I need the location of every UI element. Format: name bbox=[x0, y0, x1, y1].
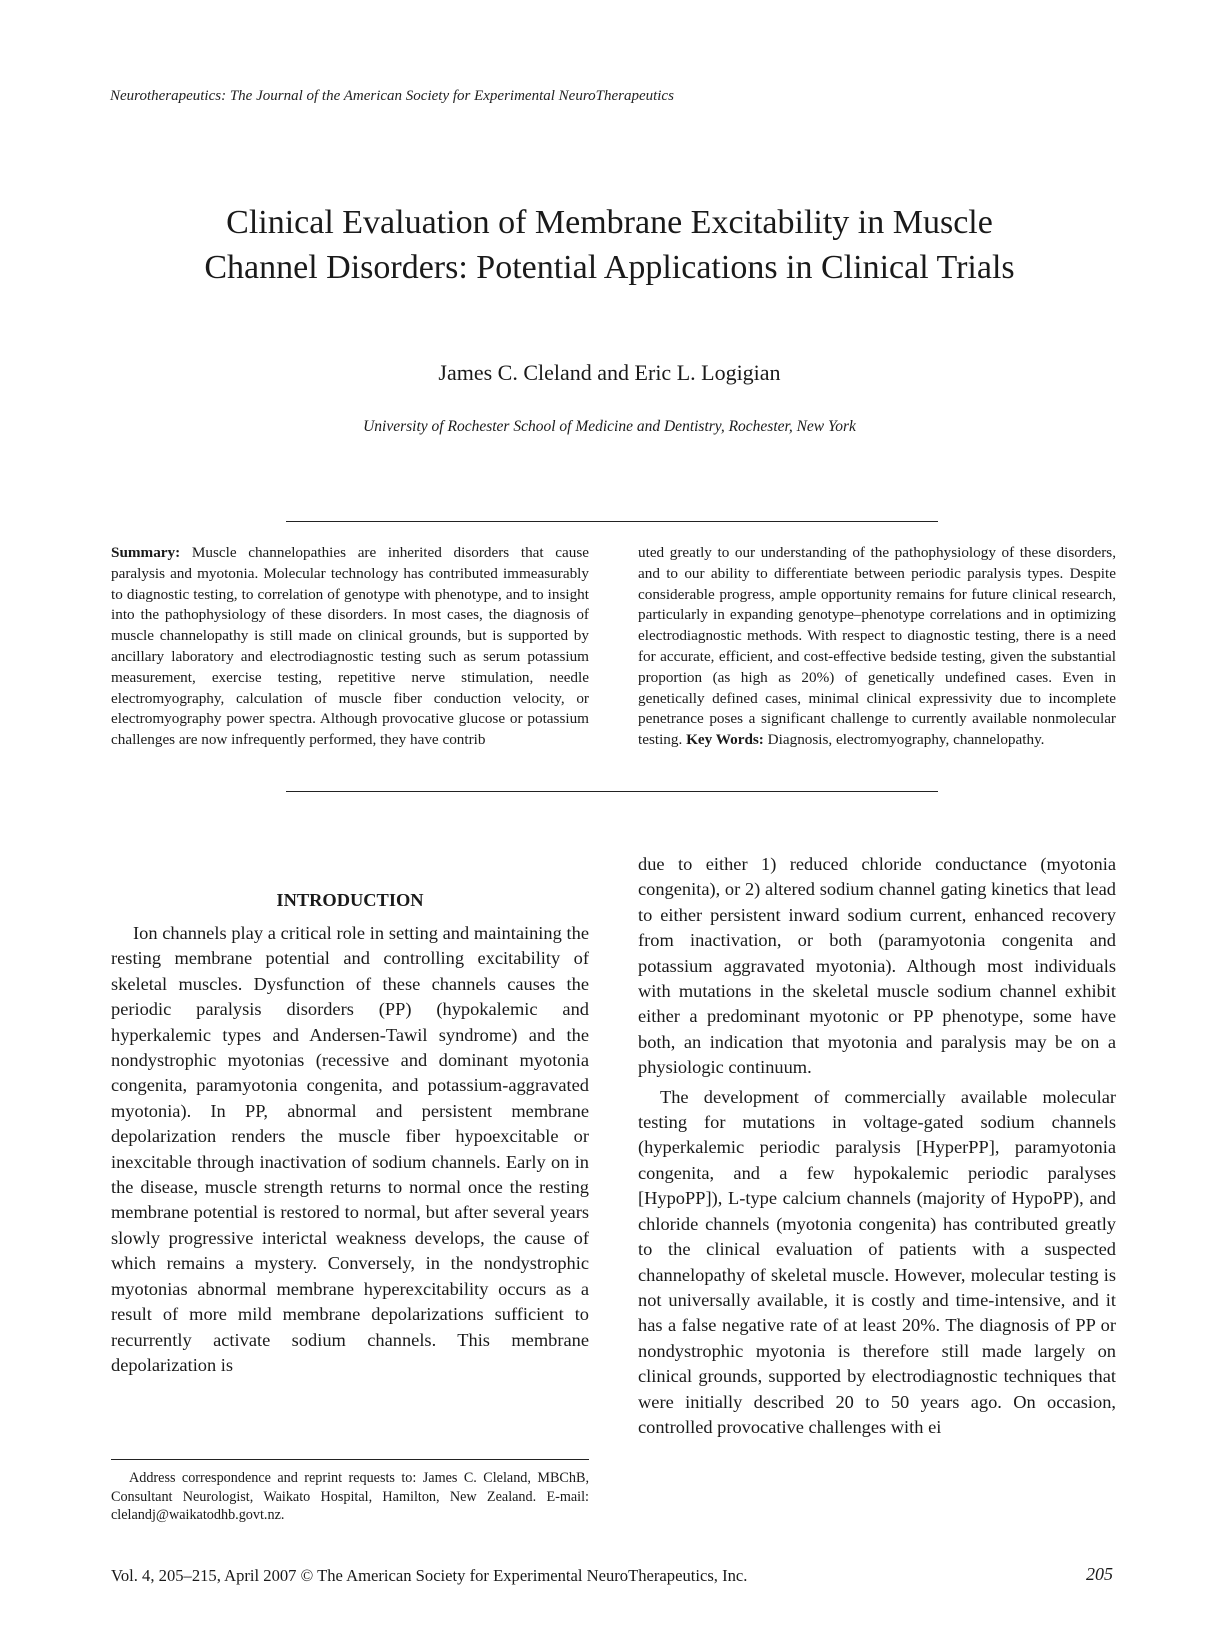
correspondence-footnote: Address correspondence and reprint requests to: James C. Cleland, MBChB, Consultant Neurologist, Waikato Hospital, Hamilton, New Zealand. E-mail: clelandj@waikatodhb.govt.nz. bbox=[111, 1470, 589, 1523]
intro-paragraph-1-continued: due to either 1) reduced chloride conductance (myotonia congenita), or 2) altered sodium channel gating kinetics that lead to either persistent inward sodium current, enhanced recovery from inactivation, or both (paramyotonia congenita and potassium aggravated myotonia). Although most individuals with mutations in the skeletal muscle sodium channel exhibit either a predominant myotonic or PP phenotype, some have both, an indication that myotonia and paralysis may be on a physiologic continuum. bbox=[638, 854, 1116, 1078]
affiliation: University of Rochester School of Medicine and Dentistry, Rochester, New York bbox=[363, 418, 856, 435]
abstract-right-column bbox=[638, 543, 1116, 751]
article-title bbox=[0, 200, 1219, 290]
summary-label: Summary: bbox=[111, 544, 181, 561]
intro-paragraph-2: The development of commercially available molecular testing for mutations in voltage-gated sodium channels (hyperkalemic periodic paralysis [HyperPP], paramyotonia congenita, and a few hypokalemic periodic paralyses [HypoPP]), L-type calcium channels (majority of HypoPP), and chloride channels (myotonia congenita) has contributed greatly to the clinical evaluation of patients with a suspected channelopathy of skeletal muscle. However, molecular testing is not universally available, it is costly and time-intensive, and it has a false negative rate of at least 20%. The diagnosis of PP or nondystrophic myotonia is therefore still made largely on clinical grounds, supported by electrodiagnostic techniques that were initially described 20 to 50 years ago. On occasion, controlled provocative challenges with ei bbox=[638, 1086, 1116, 1437]
authors: James C. Cleland and Eric L. Logigian bbox=[438, 360, 781, 385]
footnote-rule bbox=[111, 1459, 589, 1460]
journal-header: Neurotherapeutics: The Journal of the American Society for Experimental NeuroTherapeutics bbox=[110, 88, 674, 104]
abstract-left-column bbox=[111, 543, 589, 751]
intro-paragraph-1: Ion channels play a critical role in setting and maintaining the resting membrane potential and controlling excitability of skeletal muscles. Dysfunction of these channels causes the periodic paralysis disorders (PP) (hypokalemic and hyperkalemic types and Andersen-Tawil syndrome) and the nondystrophic myotonias (recessive and dominant myotonia congenita, paramyotonia congenita, and potassium-aggravated myotonia). In PP, abnormal and persistent membrane depolarization renders the muscle fiber hypoexcitable or inexcitable through inactivation of sodium channels. Early on in the disease, muscle strength returns to normal once the resting membrane potential is restored to normal, but after several years slowly progressive interictal weakness develops, the cause of which remains a mystery. Conversely, in the nondystrophic myotonias abnormal membrane hyperexcitability occurs as a result of more mild membrane depolarizations sufficient to recurrently activate sodium channels. This membrane depolarization is bbox=[111, 923, 589, 1375]
summary-text-right: uted greatly to our understanding of the pathophysiology of these disorders, and to our ability to differentiate between periodic paralysis types. Despite considerable progress, ample opportunity remains for future clinical research, particularly in expanding genotype–phenotype correlations and in optimizing electrodiagnostic methods. With respect to diagnostic testing, there is a need for accurate, efficient, and cost-effective bedside testing, given the substantial proportion (as high as 20%) of genetically undefined cases. Even in genetically defined cases, minimal clinical expressivity due to incomplete penetrance poses a significant challenge to currently available nonmolecular testing. bbox=[638, 544, 1116, 749]
abstract-top-rule bbox=[286, 521, 938, 522]
keywords-label: Key Words: bbox=[686, 731, 764, 749]
title-line-2: Channel Disorders: Potential Applications in Clinical Trials bbox=[204, 249, 1015, 286]
abstract-bottom-rule bbox=[286, 791, 938, 792]
title-line-1: Clinical Evaluation of Membrane Excitability in Muscle bbox=[226, 204, 993, 241]
introduction-heading: INTRODUCTION bbox=[276, 890, 424, 910]
summary-text-left: Muscle channelopathies are inherited disorders that cause paralysis and myotonia. Molecular technology has contributed immeasurably to diagnostic testing, to correlation of genotype with phenotype, and to insight into the pathophysiology of these disorders. In most cases, the diagnosis of muscle channelopathy is still made on clinical grounds, but is supported by ancillary laboratory and electrodiagnostic testing such as serum potassium measurement, exercise testing, repetitive nerve stimulation, needle electromyography, calculation of muscle fiber conduction velocity, or electromyography power spectra. Although provocative glucose or potassium challenges are now infrequently performed, they have contrib bbox=[111, 544, 589, 749]
body-left-column bbox=[111, 888, 589, 1378]
keywords-text: Diagnosis, electromyography, channelopathy. bbox=[767, 731, 1045, 749]
footer-citation: Vol. 4, 205–215, April 2007 © The American Society for Experimental NeuroTherapeutics, Inc. bbox=[111, 1566, 748, 1585]
body-right-column bbox=[638, 852, 1116, 1440]
page-number: 205 bbox=[1086, 1564, 1113, 1584]
